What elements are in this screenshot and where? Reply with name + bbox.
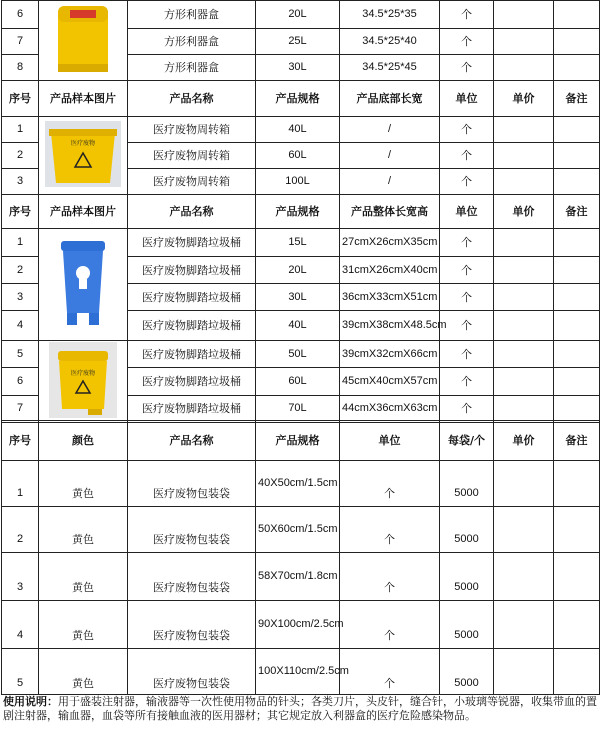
table-row [2, 1, 600, 29]
price-cell [494, 341, 554, 368]
price-cell [494, 507, 554, 553]
row-no: 2 [2, 257, 39, 284]
product-spec: 30L [256, 55, 340, 81]
product-unit: 个 [440, 117, 494, 143]
price-cell [494, 601, 554, 649]
product-name: 医疗废物包装袋 [128, 507, 256, 553]
row-no: 4 [2, 311, 39, 341]
header-remark: 备注 [554, 421, 600, 461]
header-size: 产品整体长宽高 [340, 195, 440, 229]
price-cell [494, 395, 554, 422]
product-name: 医疗废物脚踏垃圾桶 [128, 341, 256, 368]
remark-cell [554, 601, 600, 649]
product-size: 34.5*25*35 [340, 1, 440, 29]
product-name: 医疗废物周转箱 [128, 143, 256, 169]
bag-color: 黄色 [39, 553, 128, 601]
header-name: 产品名称 [128, 81, 256, 117]
product-unit: 个 [440, 341, 494, 368]
product-size: / [340, 169, 440, 195]
product-name: 医疗废物脚踏垃圾桶 [128, 257, 256, 284]
product-size: 34.5*25*45 [340, 55, 440, 81]
product-unit: 个 [440, 257, 494, 284]
header-spec: 产品规格 [256, 81, 340, 117]
remark-cell [554, 1, 600, 29]
header-image: 产品样本图片 [39, 195, 128, 229]
price-cell [494, 461, 554, 507]
row-no: 2 [2, 143, 39, 169]
product-name: 医疗废物脚踏垃圾桶 [128, 229, 256, 257]
header-unit: 单位 [340, 421, 440, 461]
product-spec: 90X100cm/2.5cm [256, 601, 340, 649]
table-header-row [2, 421, 600, 461]
table-row [2, 507, 600, 553]
remark-cell [554, 368, 600, 395]
remark-cell [554, 257, 600, 284]
row-no: 2 [2, 507, 39, 553]
product-size: 44cmX36cmX63cm [340, 395, 440, 422]
table-header-row [2, 195, 600, 229]
remark-cell [554, 649, 600, 695]
price-cell [494, 311, 554, 341]
remark-cell [554, 553, 600, 601]
header-unit: 单位 [440, 195, 494, 229]
header-no: 序号 [2, 421, 39, 461]
product-spec: 25L [256, 29, 340, 55]
product-name: 方形利器盒 [128, 1, 256, 29]
blue-pedal-bin-image [51, 235, 115, 331]
product-spec: 100X110cm/2.5cm [256, 649, 340, 695]
product-unit: 个 [340, 649, 440, 695]
row-no: 1 [2, 229, 39, 257]
remark-cell [554, 169, 600, 195]
header-no: 序号 [2, 195, 39, 229]
product-unit: 个 [440, 284, 494, 311]
per-bag-count: 5000 [440, 553, 494, 601]
turnover-image-cell [39, 117, 128, 195]
header-name: 产品名称 [128, 195, 256, 229]
product-spec: 50X60cm/1.5cm [256, 507, 340, 553]
header-color: 颜色 [39, 421, 128, 461]
price-cell [494, 55, 554, 81]
product-unit: 个 [440, 1, 494, 29]
product-spec: 15L [256, 229, 340, 257]
price-cell [494, 257, 554, 284]
header-image: 产品样本图片 [39, 81, 128, 117]
yellow-bin-image-cell [39, 341, 128, 423]
product-spec: 60L [256, 143, 340, 169]
product-size: 39cmX38cmX48.5cm [340, 311, 440, 341]
product-size: 34.5*25*40 [340, 29, 440, 55]
row-no: 3 [2, 553, 39, 601]
product-name: 医疗废物包装袋 [128, 461, 256, 507]
product-size: / [340, 143, 440, 169]
header-spec: 产品规格 [256, 195, 340, 229]
product-unit: 个 [440, 368, 494, 395]
product-size: 27cmX26cmX35cm [340, 229, 440, 257]
product-spec: 58X70cm/1.8cm [256, 553, 340, 601]
remark-cell [554, 507, 600, 553]
remark-cell [554, 143, 600, 169]
product-size: / [340, 117, 440, 143]
svg-text:医疗废物: 医疗废物 [70, 140, 96, 147]
header-no: 序号 [2, 81, 39, 117]
row-no: 4 [2, 601, 39, 649]
bag-color: 黄色 [39, 461, 128, 507]
remark-cell [554, 229, 600, 257]
price-cell [494, 284, 554, 311]
table-header-row [2, 81, 600, 117]
row-no: 1 [2, 117, 39, 143]
product-spec: 20L [256, 257, 340, 284]
header-remark: 备注 [554, 81, 600, 117]
table-row [2, 649, 600, 695]
table-row [2, 229, 600, 257]
product-name: 医疗废物周转箱 [128, 169, 256, 195]
header-spec: 产品规格 [256, 421, 340, 461]
product-spec: 50L [256, 341, 340, 368]
price-cell [494, 368, 554, 395]
product-name: 方形利器盒 [128, 55, 256, 81]
price-cell [494, 553, 554, 601]
product-unit: 个 [440, 55, 494, 81]
header-price: 单价 [494, 195, 554, 229]
product-name: 医疗废物周转箱 [128, 117, 256, 143]
remark-cell [554, 284, 600, 311]
row-no: 1 [2, 461, 39, 507]
sharps-table [1, 0, 600, 81]
table-row [2, 341, 600, 368]
product-name: 医疗废物包装袋 [128, 649, 256, 695]
per-bag-count: 5000 [440, 461, 494, 507]
price-cell [494, 117, 554, 143]
product-name: 医疗废物包装袋 [128, 601, 256, 649]
bag-table [1, 420, 600, 695]
price-cell [494, 229, 554, 257]
product-spec: 60L [256, 368, 340, 395]
product-spec: 100L [256, 169, 340, 195]
product-name: 医疗废物脚踏垃圾桶 [128, 311, 256, 341]
bag-color: 黄色 [39, 507, 128, 553]
product-spec: 40L [256, 117, 340, 143]
turnover-box-image [43, 119, 123, 189]
header-remark: 备注 [554, 195, 600, 229]
product-spec: 70L [256, 395, 340, 422]
header-per-bag: 每袋/个 [440, 421, 494, 461]
product-unit: 个 [440, 229, 494, 257]
usage-note [3, 695, 597, 723]
table-row [2, 553, 600, 601]
usage-note-text: 用于盛装注射器，输液器等一次性使用物品的针头；各类刀片，头皮针，缝合针，小玻璃等锐器，收集带血的置剧注射器，输血器，血袋等所有接触血液的医用器材；其它规定放入利器盒的医疗危险感染物品。 [3, 695, 597, 722]
table-row [2, 117, 600, 143]
price-cell [494, 649, 554, 695]
price-cell [494, 143, 554, 169]
remark-cell [554, 311, 600, 341]
row-no: 7 [2, 29, 39, 55]
sharps-container-image [53, 2, 113, 76]
remark-cell [554, 395, 600, 422]
header-price: 单价 [494, 81, 554, 117]
product-name: 医疗废物脚踏垃圾桶 [128, 395, 256, 422]
per-bag-count: 5000 [440, 507, 494, 553]
product-spec: 30L [256, 284, 340, 311]
product-spec: 20L [256, 1, 340, 29]
svg-text:医疗废物: 医疗废物 [70, 370, 96, 377]
header-price: 单价 [494, 421, 554, 461]
remark-cell [554, 29, 600, 55]
row-no: 8 [2, 55, 39, 81]
product-unit: 个 [440, 395, 494, 422]
header-name: 产品名称 [128, 421, 256, 461]
product-spec: 40X50cm/1.5cm [256, 461, 340, 507]
bag-color: 黄色 [39, 649, 128, 695]
sharps-image-cell [39, 1, 128, 81]
product-name: 方形利器盒 [128, 29, 256, 55]
pedal-bin-table [1, 194, 600, 423]
per-bag-count: 5000 [440, 649, 494, 695]
product-size: 36cmX33cmX51cm [340, 284, 440, 311]
product-unit: 个 [340, 553, 440, 601]
remark-cell [554, 117, 600, 143]
product-spec: 40L [256, 311, 340, 341]
header-unit: 单位 [440, 81, 494, 117]
product-name: 医疗废物脚踏垃圾桶 [128, 284, 256, 311]
price-cell [494, 29, 554, 55]
product-size: 39cmX32cmX66cm [340, 341, 440, 368]
product-unit: 个 [340, 461, 440, 507]
row-no: 7 [2, 395, 39, 422]
product-size: 31cmX26cmX40cm [340, 257, 440, 284]
row-no: 3 [2, 169, 39, 195]
price-cell [494, 169, 554, 195]
row-no: 5 [2, 341, 39, 368]
row-no: 5 [2, 649, 39, 695]
per-bag-count: 5000 [440, 601, 494, 649]
usage-note-label: 使用说明： [3, 695, 58, 708]
product-name: 医疗废物脚踏垃圾桶 [128, 368, 256, 395]
remark-cell [554, 341, 600, 368]
product-unit: 个 [440, 311, 494, 341]
row-no: 3 [2, 284, 39, 311]
product-unit: 个 [340, 601, 440, 649]
product-name: 医疗废物包装袋 [128, 553, 256, 601]
product-unit: 个 [340, 507, 440, 553]
table-row [2, 461, 600, 507]
price-cell [494, 1, 554, 29]
row-no: 6 [2, 368, 39, 395]
product-unit: 个 [440, 169, 494, 195]
row-no: 6 [2, 1, 39, 29]
product-unit: 个 [440, 29, 494, 55]
blue-bin-image-cell [39, 229, 128, 341]
bag-color: 黄色 [39, 601, 128, 649]
product-unit: 个 [440, 143, 494, 169]
table-row [2, 601, 600, 649]
header-size: 产品底部长宽 [340, 81, 440, 117]
turnover-table [1, 80, 600, 195]
remark-cell [554, 461, 600, 507]
product-size: 45cmX40cmX57cm [340, 368, 440, 395]
remark-cell [554, 55, 600, 81]
yellow-pedal-bin-image [48, 341, 118, 419]
